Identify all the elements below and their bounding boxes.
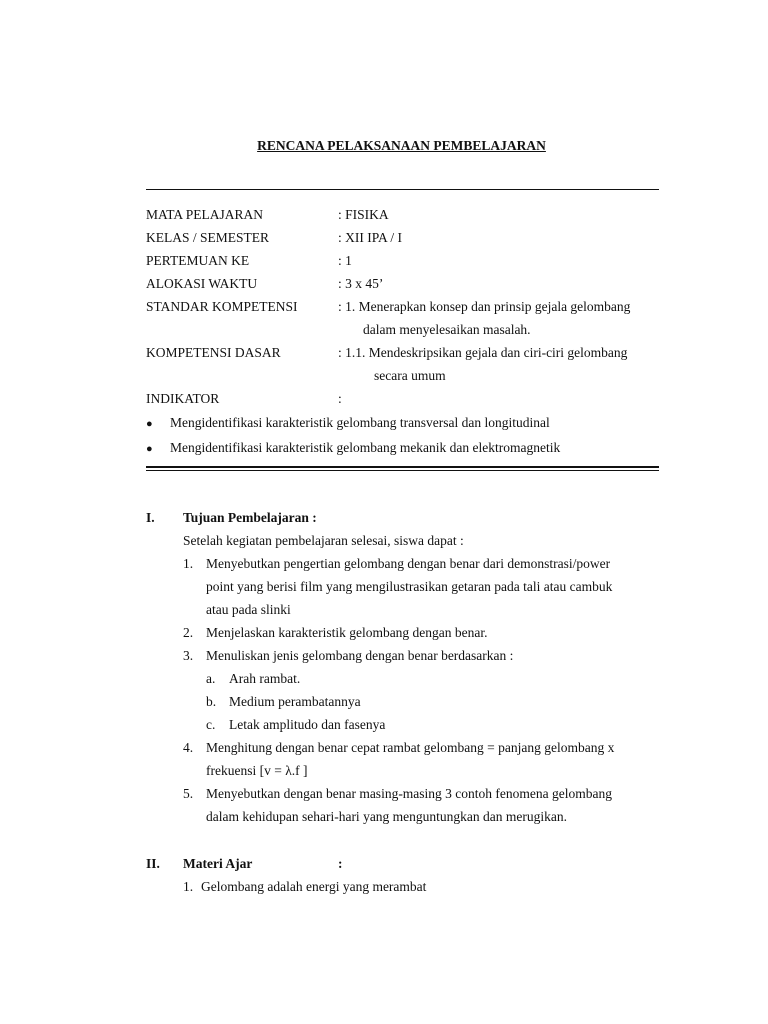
competency-standard-label: STANDAR KOMPETENSI xyxy=(146,299,298,314)
competency-standard-value: : 1. Menerapkan konsep dan prinsip gejala gelombang xyxy=(338,299,631,314)
double-divider-bottom xyxy=(146,470,659,471)
class-semester-label: KELAS / SEMESTER xyxy=(146,230,270,245)
list-item-line: Menyebutkan pengertian gelombang dengan benar dari demonstrasi/power xyxy=(206,556,611,571)
subject-value: : FISIKA xyxy=(338,207,389,222)
list-number: 5. xyxy=(183,786,194,801)
indicator-item: Mengidentifikasi karakteristik gelombang transversal dan longitudinal xyxy=(170,415,550,430)
meeting-label: PERTEMUAN KE xyxy=(146,253,250,268)
list-item-line: Menyebutkan dengan benar masing-masing 3 contoh fenomena gelombang xyxy=(206,786,613,801)
list-number: 1. xyxy=(183,556,194,571)
sublist-item: Medium perambatannya xyxy=(229,694,361,709)
class-semester-value: : XII IPA / I xyxy=(338,230,403,245)
list-item-line: Menuliskan jenis gelombang dengan benar berdasarkan : xyxy=(206,648,514,663)
list-item-line: point yang berisi film yang mengilustrasikan getaran pada tali atau cambuk xyxy=(206,579,613,594)
bullet-icon: ● xyxy=(146,418,153,430)
competency-standard-continuation: dalam menyelesaikan masalah. xyxy=(363,322,531,337)
time-allocation-label: ALOKASI WAKTU xyxy=(146,276,258,291)
top-divider xyxy=(146,189,659,190)
section-title: Materi Ajar xyxy=(183,856,253,871)
section-number: II. xyxy=(146,856,160,871)
section-title-colon: : xyxy=(338,856,343,871)
basic-competency-label: KOMPETENSI DASAR xyxy=(146,345,281,360)
basic-competency-continuation: secara umum xyxy=(374,368,446,383)
sublist-letter: c. xyxy=(206,717,216,732)
section-number: I. xyxy=(146,510,155,525)
indicator-label: INDIKATOR xyxy=(146,391,220,406)
basic-competency-value: : 1.1. Mendeskripsikan gejala dan ciri-ciri gelombang xyxy=(338,345,628,360)
document-title: RENCANA PELAKSANAAN PEMBELAJARAN xyxy=(257,138,546,153)
list-number: 2. xyxy=(183,625,194,640)
section-intro: Setelah kegiatan pembelajaran selesai, siswa dapat : xyxy=(183,533,464,548)
list-number: 3. xyxy=(183,648,194,663)
subject-label: MATA PELAJARAN xyxy=(146,207,264,222)
bullet-icon: ● xyxy=(146,443,153,455)
list-item-line: Gelombang adalah energi yang merambat xyxy=(201,879,427,894)
sublist-item: Letak amplitudo dan fasenya xyxy=(229,717,386,732)
section-title: Tujuan Pembelajaran : xyxy=(183,510,317,525)
list-number: 4. xyxy=(183,740,194,755)
indicator-item: Mengidentifikasi karakteristik gelombang mekanik dan elektromagnetik xyxy=(170,440,561,455)
time-allocation-value: : 3 x 45’ xyxy=(338,276,384,291)
list-item-line: Menjelaskan karakteristik gelombang dengan benar. xyxy=(206,625,488,640)
indicator-value: : xyxy=(338,391,342,406)
meeting-value: : 1 xyxy=(338,253,352,268)
list-item-line: frekuensi [v = λ.f ] xyxy=(206,763,308,778)
sublist-item: Arah rambat. xyxy=(229,671,301,686)
sublist-letter: b. xyxy=(206,694,217,709)
list-item-line: dalam kehidupan sehari-hari yang menguntungkan dan merugikan. xyxy=(206,809,568,824)
sublist-letter: a. xyxy=(206,671,216,686)
double-divider-top xyxy=(146,466,659,468)
list-number: 1. xyxy=(183,879,194,894)
list-item-line: atau pada slinki xyxy=(206,602,291,617)
list-item-line: Menghitung dengan benar cepat rambat gelombang = panjang gelombang x xyxy=(206,740,615,755)
